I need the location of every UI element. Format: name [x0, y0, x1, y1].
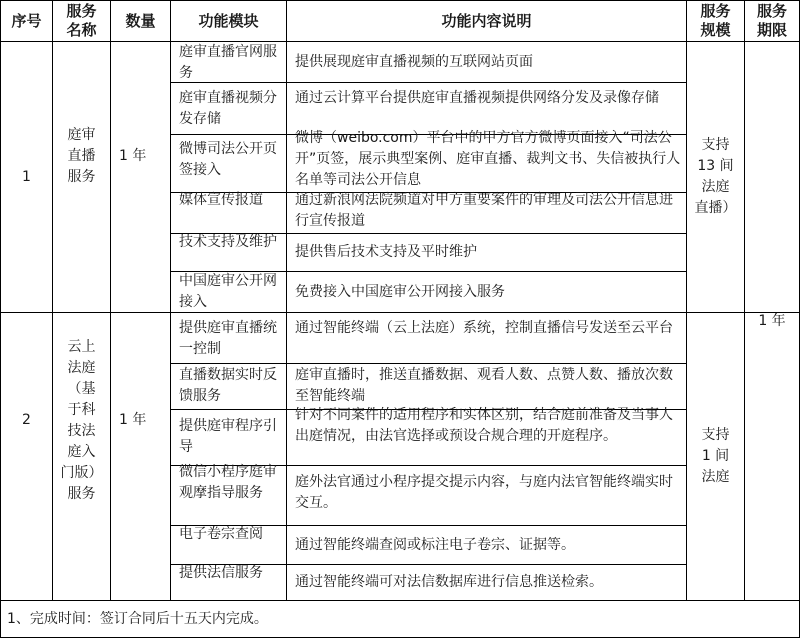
group2-module: 直播数据实时反馈服务	[179, 367, 277, 404]
group2-module: 电子卷宗查阅	[179, 526, 263, 542]
group1-desc: 提供售后技术支持及平时维护	[295, 244, 477, 260]
row-line	[170, 363, 686, 364]
group2-quantity: 1 年	[119, 412, 147, 428]
group1-desc: 通过新浪网法院频道对甲方重要案件的审理及司法公开信息进行宣传报道	[295, 192, 673, 229]
group2-desc: 针对不同案件的适用程序和实体区别，结合庭前准备及当事人出庭情况，由法官选择或预设合规合理的开庭程序。	[295, 407, 673, 444]
group1-module: 中国庭审公开网接入	[179, 273, 277, 310]
group2-desc: 庭审直播时，推送直播数据、观看人数、点赞人数、播放次数至智能终端	[295, 367, 673, 404]
group2-desc: 庭外法官通过小程序提交提示内容，与庭内法官智能终端实时交互。	[295, 474, 673, 511]
group1-scale: 支持 13 间 法庭 直播）	[694, 137, 737, 216]
group1-desc: 微博（weibo.com）平台中的甲方官方微博页面接入“司法公开”页签，展示典型案例、庭审直播、裁判文书、失信被执行人名单等司法公开信息	[295, 130, 681, 188]
group2-scale: 支持 1 间 法庭	[701, 427, 730, 485]
header-scale: 服务 规模	[700, 2, 731, 39]
table-border-bottom	[0, 637, 800, 638]
service-period: 1 年	[758, 312, 786, 329]
group2-module: 微信小程序庭审观摩指导服务	[179, 464, 277, 501]
row-line	[170, 82, 686, 83]
group1-desc: 通过云计算平台提供庭审直播视频提供网络分发及录像存储	[295, 90, 659, 106]
group1-module: 庭审直播官网服务	[179, 44, 277, 81]
group2-module: 提供法信服务	[179, 565, 263, 581]
header-quantity: 数量	[125, 11, 156, 30]
group1-seq: 1	[22, 168, 31, 185]
group1-desc: 提供展现庭审直播视频的互联网站页面	[295, 53, 533, 70]
group1-desc: 免费接入中国庭审公开网接入服务	[295, 283, 505, 300]
group1-module: 技术支持及维护	[179, 234, 277, 250]
header-period: 服务 期限	[756, 2, 787, 39]
header-module: 功能模块	[198, 11, 259, 30]
footer-note: 1、完成时间：签订合同后十五天内完成。	[7, 610, 268, 627]
group2-module: 提供庭审直播统一控制	[179, 320, 277, 357]
group2-desc: 通过智能终端可对法信数据库进行信息推送检索。	[295, 574, 603, 590]
group1-module: 庭审直播视频分发存储	[179, 90, 277, 127]
group2-desc: 通过智能终端（云上法庭）系统，控制直播信号发送至云平台	[295, 320, 673, 336]
group2-module: 提供庭审程序引导	[179, 418, 277, 455]
group1-service-name: 庭审 直播 服务	[67, 126, 96, 185]
group1-module: 微博司法公开页签接入	[179, 141, 277, 178]
header-seq: 序号	[11, 11, 42, 30]
header-service-name: 服务 名称	[66, 2, 97, 39]
header-description: 功能内容说明	[441, 11, 532, 30]
group2-desc: 通过智能终端查阅或标注电子卷宗、证据等。	[295, 536, 575, 553]
group1-module: 媒体宣传报道	[179, 192, 263, 208]
group1-quantity: 1 年	[119, 147, 147, 164]
group2-service-name: 云上 法庭 （基 于科 技法 庭入 门版） 服务	[60, 338, 103, 502]
group2-seq: 2	[22, 412, 31, 428]
